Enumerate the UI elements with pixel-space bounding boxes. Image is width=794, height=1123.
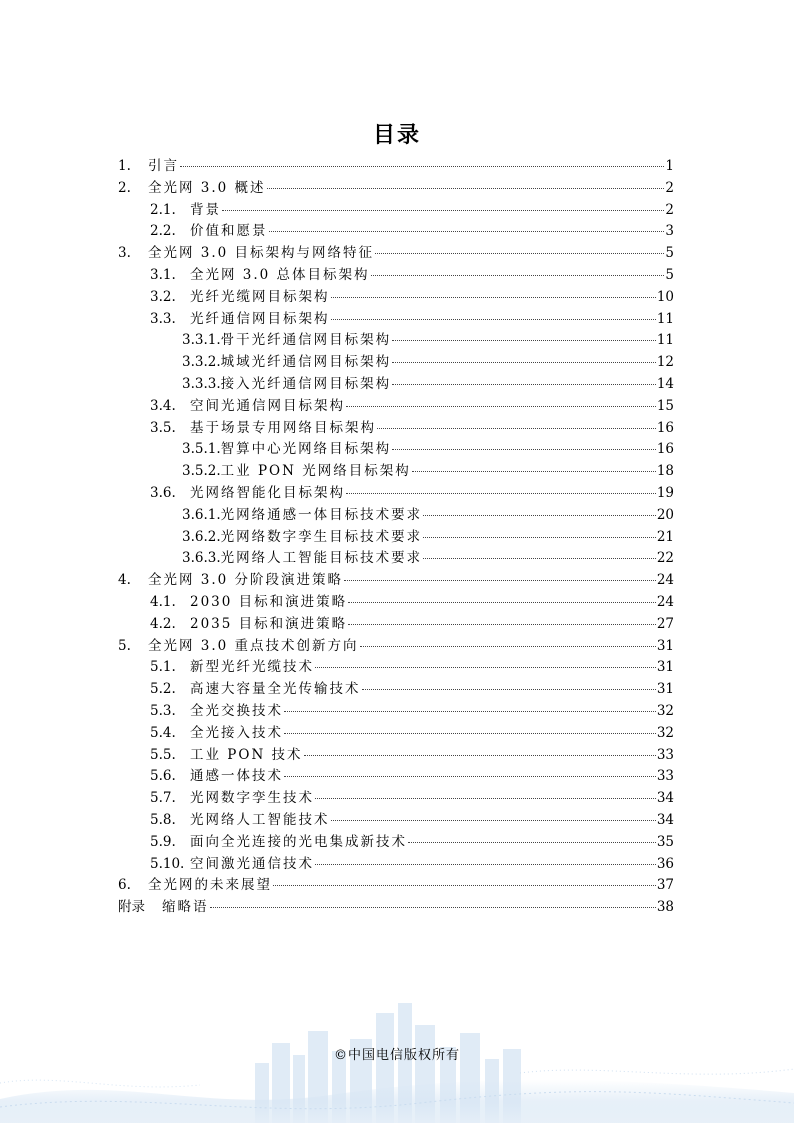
toc-entry-page: 31 <box>656 681 674 698</box>
toc-entry-number: 3.1. <box>150 266 176 283</box>
toc-entry-number: 4. <box>118 572 131 589</box>
toc-entry-number: 2.2. <box>150 223 176 240</box>
toc-entry-page: 20 <box>656 506 674 523</box>
toc-entry-page: 19 <box>656 484 674 501</box>
toc-entry-number: 3. <box>118 245 131 262</box>
toc-entry-page: 21 <box>656 528 674 545</box>
dot-leader <box>284 710 656 712</box>
toc-entry-number: 5.1. <box>150 659 176 676</box>
toc-entry-label: 空间光通信网目标架构 <box>190 397 345 414</box>
toc-entry-page: 31 <box>656 637 674 654</box>
toc-entry[interactable] <box>118 548 674 570</box>
dot-leader <box>210 906 656 908</box>
toc-title: 目录 <box>372 122 421 148</box>
dot-leader <box>331 296 656 298</box>
toc-entry[interactable] <box>118 832 674 854</box>
toc-entry-number: 6. <box>118 877 131 894</box>
toc-entry-page: 2 <box>665 201 674 218</box>
toc-entry-page: 33 <box>656 768 674 785</box>
dot-leader <box>392 448 656 450</box>
toc-entry[interactable] <box>118 854 674 876</box>
dot-leader <box>346 405 656 407</box>
toc-entry-page: 36 <box>656 855 674 872</box>
toc-entry-number: 3.6. <box>150 484 176 501</box>
toc-entry[interactable] <box>118 636 674 658</box>
toc-entry-number: 5.3. <box>150 702 176 719</box>
dot-leader <box>315 666 656 668</box>
toc-entry[interactable] <box>118 570 674 592</box>
dot-leader <box>315 863 656 865</box>
toc-entry-page: 15 <box>656 397 674 414</box>
toc-entry-label: 全光网 3.0 分阶段演进策略 <box>148 572 344 589</box>
toc-entry-label: 城域光纤通信网目标架构 <box>220 354 392 371</box>
dot-leader <box>360 645 656 647</box>
dot-leader <box>348 623 656 625</box>
toc-entry-page: 24 <box>656 593 674 610</box>
dot-leader <box>392 383 656 385</box>
toc-entry-label: 基于场景专用网络目标架构 <box>190 419 376 436</box>
toc-entry-label: 接入光纤通信网目标架构 <box>220 375 392 392</box>
toc-entry-number: 3.3.1. <box>182 332 221 349</box>
toc-entry-number: 3.5. <box>150 419 176 436</box>
toc-entry-page: 16 <box>656 441 674 458</box>
toc-entry[interactable] <box>118 156 674 178</box>
toc-entry[interactable] <box>118 352 674 374</box>
dot-leader <box>304 754 656 756</box>
toc-entry-label: 通感一体技术 <box>190 768 283 785</box>
toc-entry-label: 缩略语 <box>162 899 209 916</box>
toc-entry-page: 16 <box>656 419 674 436</box>
toc-entry-label: 光网络人工智能技术 <box>190 811 330 828</box>
toc-entry[interactable] <box>118 745 674 767</box>
toc-entry[interactable] <box>118 679 674 701</box>
toc-entry-number: 5.7. <box>150 790 176 807</box>
toc-entry-number: 4.1. <box>150 593 176 610</box>
toc-entry-label: 高速大容量全光传输技术 <box>190 681 361 698</box>
toc-entry-number: 5.10. <box>150 855 185 872</box>
toc-entry-page: 5 <box>665 245 674 262</box>
toc-entry-label: 全光网 3.0 概述 <box>148 179 266 196</box>
toc-entry-number: 3.6.3. <box>182 550 221 567</box>
toc-entry-label: 光纤通信网目标架构 <box>190 310 330 327</box>
toc-entry-number: 2. <box>118 179 131 196</box>
dot-leader <box>222 209 664 211</box>
toc-entry-label: 全光网 3.0 总体目标架构 <box>190 266 370 283</box>
toc-entry-page: 32 <box>656 702 674 719</box>
toc-entry-number: 3.4. <box>150 397 176 414</box>
dot-leader <box>412 470 656 472</box>
toc-entry-number: 附录 <box>118 899 145 916</box>
toc-entry-label: 骨干光纤通信网目标架构 <box>220 332 392 349</box>
toc-entry-label: 背景 <box>190 201 221 218</box>
toc-entry[interactable] <box>118 265 674 287</box>
toc-entry[interactable] <box>118 701 674 723</box>
toc-entry-page: 35 <box>656 833 674 850</box>
dot-leader <box>377 427 656 429</box>
toc-entry-page: 3 <box>665 223 674 240</box>
toc-entry-page: 37 <box>656 877 674 894</box>
dot-leader <box>392 339 656 341</box>
toc-entry-label: 2030 目标和演进策略 <box>190 593 348 610</box>
toc-entry-page: 1 <box>665 158 674 174</box>
toc-entry-page: 34 <box>656 790 674 807</box>
toc-entry-page: 11 <box>656 332 674 349</box>
toc-entry[interactable] <box>118 657 674 679</box>
toc-entry[interactable] <box>118 461 674 483</box>
toc-entry-page: 5 <box>665 266 674 283</box>
dot-leader <box>423 557 656 559</box>
toc-entry-label: 新型光纤光缆技术 <box>190 659 314 676</box>
toc-entry-number: 5.2. <box>150 681 176 698</box>
dot-leader <box>375 252 664 254</box>
dot-leader <box>346 492 656 494</box>
dot-leader <box>423 536 656 538</box>
toc-entry-page: 2 <box>665 179 674 196</box>
dot-leader <box>392 361 656 363</box>
toc-entry[interactable] <box>118 243 674 265</box>
toc-entry-number: 5.6. <box>150 768 176 785</box>
toc-entry[interactable] <box>118 483 674 505</box>
toc-entry-label: 全光网 3.0 重点技术创新方向 <box>148 637 359 654</box>
toc-entry-page: 38 <box>656 899 674 916</box>
toc-entry-number: 2.1. <box>150 201 176 218</box>
toc-entry[interactable] <box>118 875 674 897</box>
dot-leader <box>371 274 665 276</box>
toc-entry-label: 2035 目标和演进策略 <box>190 615 348 632</box>
toc-entry-label: 工业 PON 光网络目标架构 <box>220 463 411 480</box>
toc-entry-label: 价值和愿景 <box>190 223 268 240</box>
toc-entry-number: 5.8. <box>150 811 176 828</box>
toc-entry-page: 10 <box>656 288 674 305</box>
toc-entry-label: 引言 <box>148 158 179 174</box>
toc-entry-number: 5.9. <box>150 833 176 850</box>
toc-entry-number: 3.5.1. <box>182 441 221 458</box>
dot-leader <box>344 579 656 581</box>
toc-entry[interactable] <box>118 178 674 200</box>
dot-leader <box>408 841 656 843</box>
toc-entry-label: 光纤光缆网目标架构 <box>190 288 330 305</box>
toc-entry-label: 工业 PON 技术 <box>190 746 303 763</box>
toc-entry-page: 22 <box>656 550 674 567</box>
toc-entry-page: 14 <box>656 375 674 392</box>
toc-entry-number: 5.5. <box>150 746 176 763</box>
toc-entry-label: 全光网 3.0 目标架构与网络特征 <box>148 245 375 262</box>
toc-entry[interactable] <box>118 200 674 222</box>
toc-entry-page: 31 <box>656 659 674 676</box>
toc-entry-page: 11 <box>656 310 674 327</box>
dot-leader <box>348 601 656 603</box>
dot-leader <box>284 775 656 777</box>
toc-entry-page: 34 <box>656 811 674 828</box>
dot-leader <box>284 732 656 734</box>
skyline-watermark <box>0 1003 794 1123</box>
dot-leader <box>331 318 656 320</box>
toc-entry[interactable] <box>118 439 674 461</box>
dot-leader <box>315 797 656 799</box>
toc-entry-label: 全光接入技术 <box>190 724 283 741</box>
toc-entry-page: 18 <box>656 463 674 480</box>
dot-leader <box>273 884 656 886</box>
toc-entry-label: 光网络通感一体目标技术要求 <box>220 506 423 523</box>
toc-entry-number: 1. <box>118 158 131 174</box>
toc-entry[interactable] <box>118 766 674 788</box>
toc-entry[interactable] <box>118 374 674 396</box>
toc-entry-label: 空间激光通信技术 <box>190 855 314 872</box>
toc-entry[interactable] <box>118 614 674 636</box>
dot-leader <box>180 165 664 167</box>
toc-entry-label: 面向全光连接的光电集成新技术 <box>190 833 407 850</box>
toc-entry-label: 光网络智能化目标架构 <box>190 484 345 501</box>
toc-entry-number: 3.6.1. <box>182 506 221 523</box>
copyright-notice: ©中国电信版权所有 <box>333 1048 460 1063</box>
toc-entry-number: 4.2. <box>150 615 176 632</box>
toc-entry-label: 光网数字孪生技术 <box>190 790 314 807</box>
toc-entry-page: 32 <box>656 724 674 741</box>
toc-entry[interactable] <box>118 221 674 243</box>
toc-entry[interactable] <box>118 330 674 352</box>
dot-leader <box>362 688 656 690</box>
dot-leader <box>269 230 665 232</box>
toc-entry[interactable] <box>118 788 674 810</box>
toc-entry-number: 3.3. <box>150 310 176 327</box>
toc-entry[interactable] <box>118 396 674 418</box>
toc-entry-number: 5.4. <box>150 724 176 741</box>
dot-leader <box>267 187 665 189</box>
table-of-contents <box>118 156 674 919</box>
toc-entry[interactable] <box>118 897 674 919</box>
toc-entry-number: 3.2. <box>150 288 176 305</box>
toc-entry-label: 全光网的未来展望 <box>148 877 272 894</box>
toc-entry[interactable] <box>118 810 674 832</box>
toc-entry-label: 光网络数字孪生目标技术要求 <box>220 528 423 545</box>
toc-entry[interactable] <box>118 418 674 440</box>
dot-leader <box>423 514 656 516</box>
toc-entry-page: 27 <box>656 615 674 632</box>
toc-entry-number: 5. <box>118 637 131 654</box>
toc-entry[interactable] <box>118 527 674 549</box>
toc-entry-number: 3.3.3. <box>182 375 221 392</box>
toc-entry[interactable] <box>118 309 674 331</box>
toc-entry-page: 33 <box>656 746 674 763</box>
toc-entry[interactable] <box>118 287 674 309</box>
toc-entry-label: 光网络人工智能目标技术要求 <box>220 550 423 567</box>
toc-entry-number: 3.3.2. <box>182 354 221 371</box>
toc-entry-label: 全光交换技术 <box>190 702 283 719</box>
toc-entry[interactable] <box>118 505 674 527</box>
dot-leader <box>331 819 656 821</box>
toc-entry-number: 3.6.2. <box>182 528 221 545</box>
toc-entry-page: 24 <box>656 572 674 589</box>
toc-entry-page: 12 <box>656 354 674 371</box>
toc-entry[interactable] <box>118 592 674 614</box>
toc-entry-number: 3.5.2. <box>182 463 221 480</box>
toc-entry[interactable] <box>118 723 674 745</box>
toc-entry-label: 智算中心光网络目标架构 <box>220 441 392 458</box>
